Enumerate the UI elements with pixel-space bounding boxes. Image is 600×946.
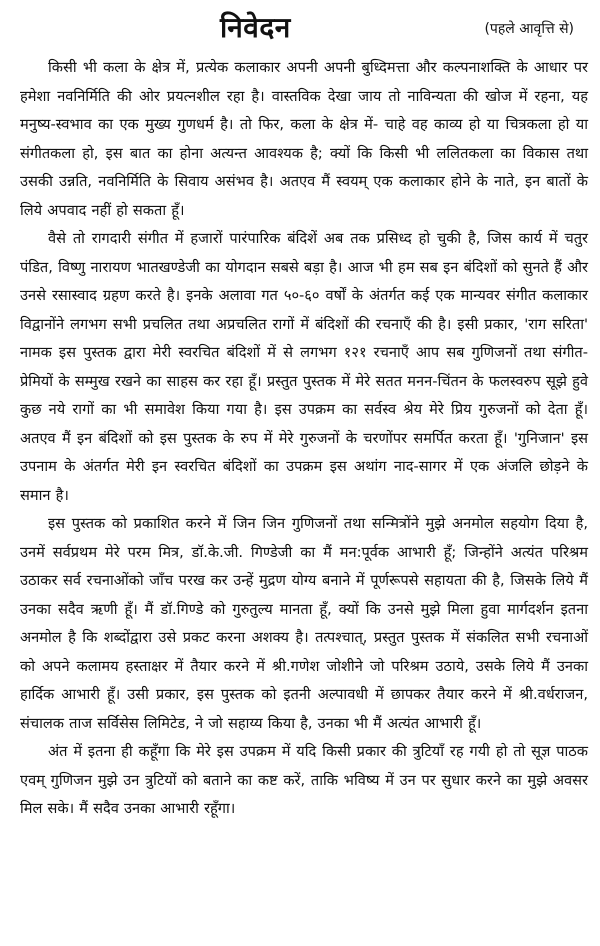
edition-note: (पहले आवृत्ति से) — [484, 21, 574, 37]
header — [20, 8, 588, 54]
paragraph-closing: अंत में इतना ही कहूँगा कि मेरे इस उपक्रम में यदि किसी प्रकार की त्रुटियाँ रह गयी हो तो सूज्ञ पाठक एवम् गुणिजन मुझे उन त्रुटियों को बताने का कष्ट करें, ताकि भविष्य में उन पर सुधार करने का मुझे अवसर मिल सके। मैं सदैव उनका आभारी रहूँगा। — [20, 743, 588, 817]
paragraph-introduction: किसी भी कला के क्षेत्र में, प्रत्येक कलाकार अपनी अपनी बुध्दिमत्ता और कल्पनाशक्ति के आधार पर हमेशा नवनिर्मिति की ओर प्रयत्नशील रहा है। वास्तविक देखा जाय तो नाविन्यता की खोज में रहना, यह मनुष्य-स्वभाव का एक मुख्य गुणधर्म है। तो फिर, कला के क्षेत्र में- चाहे वह काव्य हो या चित्रकला हो या संगीतकला हो, इस बात का होना अत्यन्त आवश्यक है; क्यों कि किसी भी ललितकला का विकास तथा उसकी उन्नति, नवनिर्मिति के सिवाय असंभव है। अतएव मैं स्वयम् एक कलाकार होने के नाते, इन बातों के लिये अपवाद नहीं हो सकता हूँ। — [20, 59, 588, 219]
page-title: निवेदन — [220, 11, 291, 44]
paragraph-bandish: वैसे तो रागदारी संगीत में हजारों पारंपारिक बंदिशें अब तक प्रसिध्द हो चुकी है, जिस कार्य में चतुर पंडित, विष्णु नारायण भातखण्डेजी का योगदान सबसे बड़ा है। आज भी हम सब इन बंदिशों को सुनते हैं और उनसे रसास्वाद ग्रहण करते है। इनके अलावा गत ५०-६० वर्षों के अंतर्गत कई एक मान्यवर संगीत कलाकार विद्वानोंने लगभग सभी प्रचलित तथा अप्रचलित रागों में बंदिशों की रचनाएँ की है। इसी प्रकार, 'राग सरिता' नामक इस पुस्तक द्वारा मेरी स्वरचित बंदिशों में से लगभग १२१ रचनाएँ आप सब गुणिजनों तथा संगीत-प्रेमियों के सम्मुख रखने का साहस कर रहा हूँ। प्रस्तुत पुस्तक में मेरे सतत मनन-चिंतन के फलस्वरुप सूझे हुवे कुछ नये रागों का भी समावेश किया गया है। इस उपक्रम का सर्वस्व श्रेय मेरे प्रिय गुरुजनों को देता हूँ। अतएव मैं इन बंदिशों को इस पुस्तक के रुप में मेरे गुरुजनों के चरणोंपर समर्पित करता हूँ। 'गुनिजान' इस उपनाम के अंतर्गत मेरी इन स्वरचित बंदिशों का उपक्रम इस अथांग नाद-सागर में एक अंजलि छोड़ने के समान है। — [20, 230, 588, 504]
paragraph-acknowledgements: इस पुस्तक को प्रकाशित करने में जिन जिन गुणिजनों तथा सन्मित्रोंने मुझे अनमोल सहयोग दिया है, उनमें सर्वप्रथम मेरे परम मित्र, डॉ.के.जी. गिण्डेजी का मैं मन:पूर्वक आभारी हूँ; जिन्होंने अत्यंत परिश्रम उठाकर सर्व रचनाओंको जाँच परख कर उन्हें मुद्रण योग्य बनाने में पूर्णरूपसे सहायता की है, जिसके लिये मैं उनका सदैव ऋणी हूँ। मैं डॉ.गिण्डे को गुरुतुल्य मानता हूँ, क्यों कि उनसे मुझे मिला हुवा मार्गदर्शन इतना अनमोल है कि शब्दोंद्वारा उसे प्रकट करना अशक्य है। तत्पश्चात्, प्रस्तुत पुस्तक में संकलित सभी रचनाओं को अपने कलामय हस्ताक्षर में तैयार करने में श्री.गणेश जोशीने जो परिश्रम उठाये, उसके लिये मैं उनका हार्दिक आभारी हूँ। उसी प्रकार, इस पुस्तक को इतनी अल्पावधी में छापकर तैयार करने में श्री.वर्धराजन, संचालक ताज सर्विसेस लिमिटेड, ने जो सहाय्य किया है, उनका भी मैं अत्यंत आभारी हूँ। — [20, 515, 588, 732]
body-text — [20, 54, 588, 824]
